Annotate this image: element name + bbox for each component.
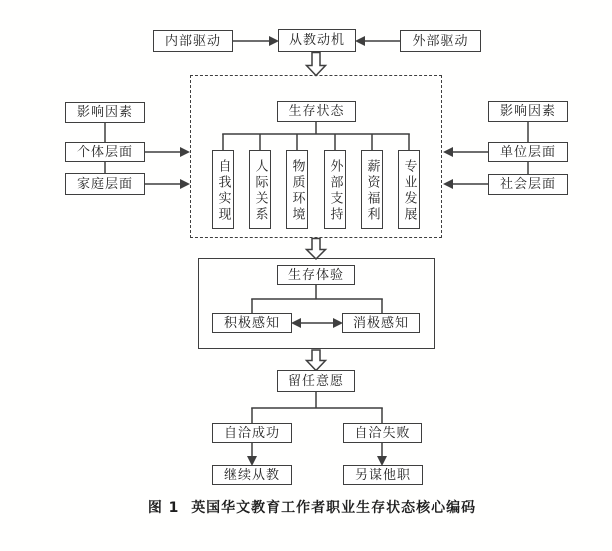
node-dimension-salary-benefits: 薪资福利: [361, 150, 383, 229]
node-reconciliation-failure: 自洽失败: [343, 423, 422, 443]
node-survival-experience: 生存体验: [277, 265, 355, 285]
node-seek-other-job: 另谋他职: [343, 465, 423, 485]
node-retention-intention: 留任意愿: [277, 370, 355, 392]
node-dimension-external-support: 外部支持: [324, 150, 346, 229]
node-influencing-factors-left: 影响因素: [65, 102, 145, 123]
node-continue-teaching: 继续从教: [212, 465, 292, 485]
node-society-level: 社会层面: [488, 174, 568, 195]
node-individual-level: 个体层面: [65, 142, 145, 162]
node-dimension-interpersonal-relations: 人际关系: [249, 150, 271, 229]
node-internal-drive: 内部驱动: [153, 30, 233, 52]
node-dimension-self-realization: 自我实现: [212, 150, 234, 229]
node-external-drive: 外部驱动: [400, 30, 481, 52]
node-dimension-material-environment: 物质环境: [286, 150, 308, 229]
figure-caption-label: 图 1: [147, 500, 180, 516]
node-family-level: 家庭层面: [65, 173, 145, 195]
node-influencing-factors-right: 影响因素: [488, 101, 568, 122]
figure-caption-title: 英国华文教育工作者职业生存状态核心编码: [191, 500, 477, 516]
node-dimension-professional-development: 专业发展: [398, 150, 420, 229]
node-survival-state: 生存状态: [277, 101, 356, 122]
node-positive-perception: 积极感知: [212, 313, 292, 333]
figure-caption: [0, 497, 612, 517]
node-negative-perception: 消极感知: [342, 313, 420, 333]
node-organization-level: 单位层面: [488, 142, 568, 162]
node-teaching-motivation: 从教动机: [278, 29, 356, 52]
node-reconciliation-success: 自洽成功: [212, 423, 292, 443]
